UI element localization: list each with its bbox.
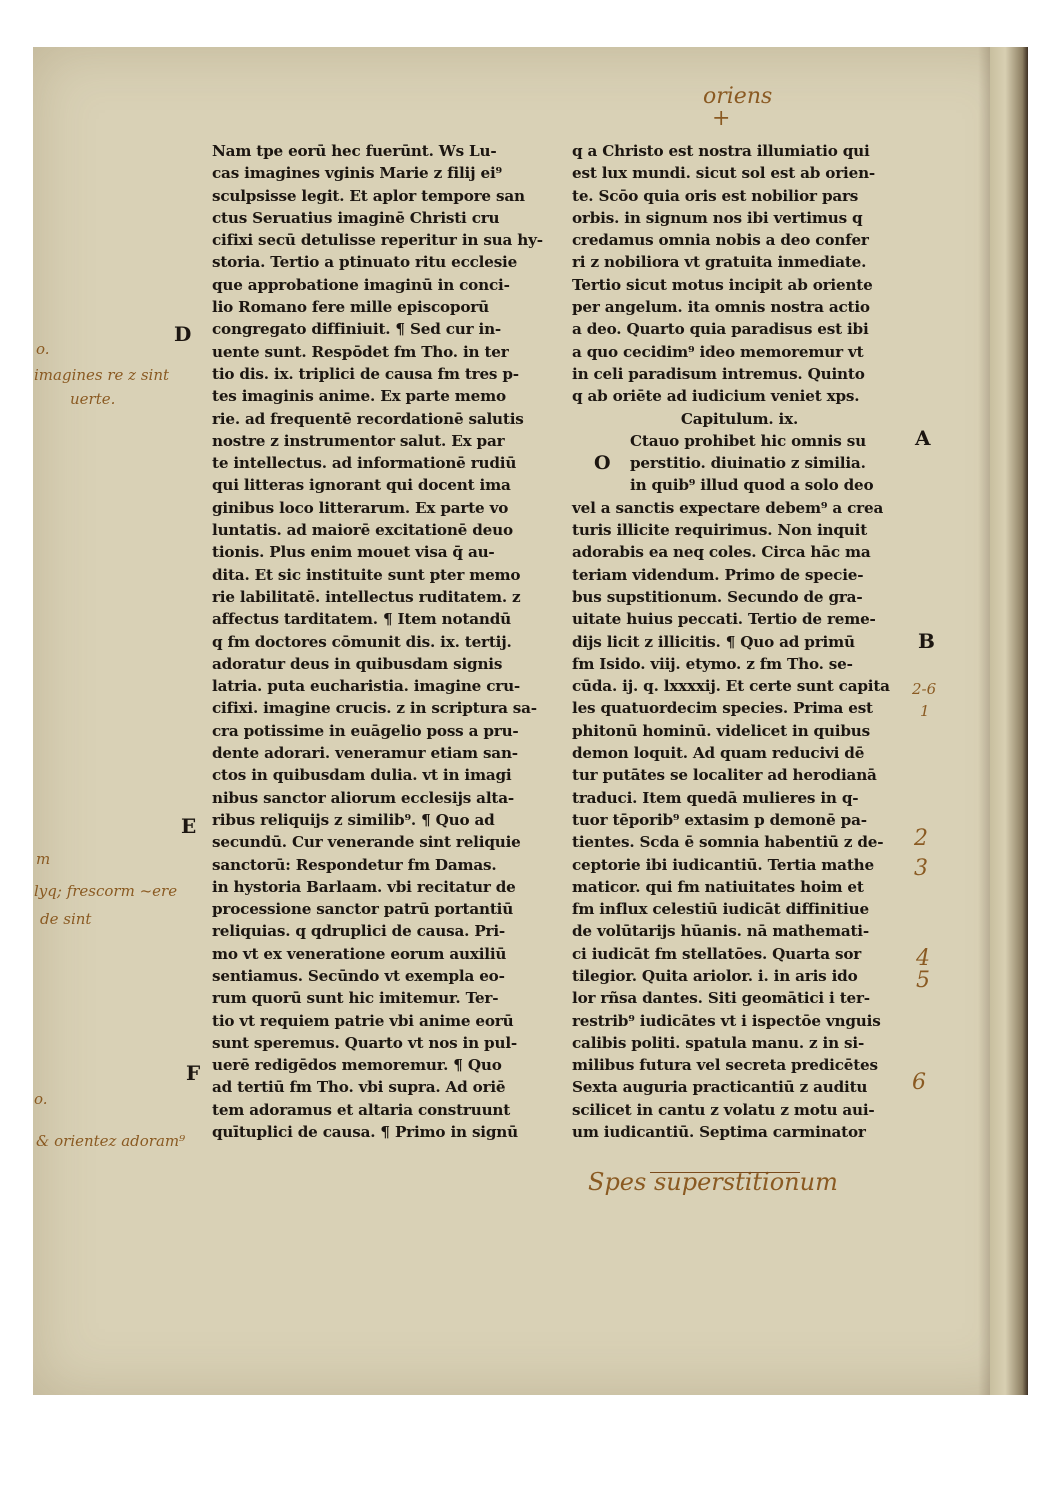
right-column-line: traduci. Item quedā mulieres in q- <box>572 788 859 807</box>
right-column-line: a deo. Quarto quia paradisus est ibi <box>572 320 869 339</box>
left-column-line: tio vt requiem patrie vbi anime eorū <box>212 1011 514 1030</box>
right-column-line: Tertio sicut motus incipit ab oriente <box>572 275 873 294</box>
left-column-line: te intellectus. ad informationē rudiū <box>212 454 517 473</box>
right-column-line: bus supstitionum. Secundo de gra- <box>572 587 863 606</box>
annotation-right-4: 3 <box>914 856 928 881</box>
right-column-line: de volūtarijs hūanis. nā mathemati- <box>572 922 869 941</box>
annotation-left-7: o. <box>34 1090 48 1108</box>
margin-letter-d: D <box>174 322 192 346</box>
margin-letter-a: A <box>915 426 931 450</box>
left-column-line: ctus Seruatius imaginē Christi cru <box>212 208 500 227</box>
right-column-line: q a Christo est nostra illumiatio qui <box>572 142 870 160</box>
margin-letter-b: B <box>918 629 935 653</box>
left-column-line: processione sanctor patrū portantiū <box>212 900 514 919</box>
left-column-line: luntatis. ad maiorē excitationē deuo <box>212 521 513 540</box>
left-column-line: in hystoria Barlaam. vbi recitatur de <box>212 877 516 896</box>
left-column-line: adoratur deus in quibusdam signis <box>212 654 503 673</box>
right-column-line: orbis. in signum nos ibi vertimus q <box>572 208 863 227</box>
right-column-line: fm Isido. viij. etymo. z fm Tho. se- <box>572 654 853 673</box>
right-column-line: fm influx celestiū iudicāt diffinitiue <box>572 900 869 919</box>
right-column-line: maticor. qui fm natiuitates hoim et <box>572 877 864 896</box>
right-column-line: credamus omnia nobis a deo confer <box>572 231 869 250</box>
left-column-line: cifixi. imagine crucis. z in scriptura sa- <box>212 699 537 718</box>
left-column-line: reliquias. q qdruplici de causa. Pri- <box>212 922 506 941</box>
left-column-line: tem adoramus et altaria construunt <box>212 1100 511 1119</box>
left-column-line: tio dis. ix. triplici de causa fm tres p- <box>212 364 519 383</box>
right-column-line: in celi paradisum intremus. Quinto <box>572 364 865 383</box>
annotation-right-1: 2-6 <box>912 680 937 698</box>
annotation-left-5: lyq; frescorm ~ere <box>34 882 178 900</box>
right-column-line: scilicet in cantu z volatu z motu aui- <box>572 1100 875 1119</box>
left-column-line: que approbatione imaginū in conci- <box>212 275 510 294</box>
left-column-line: uerē redigēdos memoremur. ¶ Quo <box>212 1056 502 1075</box>
left-column-line: cra potissime in euāgelio poss a pru- <box>212 721 519 740</box>
right-column-line: teriam videndum. Primo de specie- <box>572 565 864 584</box>
right-column-line: ceptorie ibi iudicantiū. Tertia mathe <box>572 855 874 874</box>
annotation-oriens: oriens <box>703 84 773 109</box>
annotation-left-3: uerte. <box>70 390 116 408</box>
right-column-line: ri z nobiliora vt gratuita inmediate. <box>572 253 867 272</box>
right-column-line: est lux mundi. sicut sol est ab orien- <box>572 164 876 183</box>
left-column-line: qui litteras ignorant qui docent ima <box>212 476 511 495</box>
right-column-line: calibis politi. spatula manu. z in si- <box>572 1033 865 1052</box>
left-column-line: storia. Tertio a ptinuato ritu ecclesie <box>212 253 518 272</box>
right-column-line: les quatuordecim species. Prima est <box>572 699 873 718</box>
right-column-line: q ab oriēte ad iudicium veniet xps. <box>572 387 860 406</box>
right-column-line: uitate huius peccati. Tertio de reme- <box>572 610 876 629</box>
right-column-line: tur putātes se localiter ad herodianā <box>572 766 877 785</box>
left-column-line: uente sunt. Respōdet fm Tho. in ter <box>212 342 509 361</box>
left-column-line: mo vt ex veneratione eorum auxiliū <box>212 944 507 963</box>
left-column-line: congregato diffiniuit. ¶ Sed cur in- <box>212 320 502 339</box>
annotation-right-6: 5 <box>916 968 930 993</box>
left-column-line: nibus sanctor aliorum ecclesijs alta- <box>212 788 514 807</box>
left-column-line: secundū. Cur venerande sint reliquie <box>212 833 521 852</box>
chapter-initial: O <box>594 452 611 474</box>
book-spine <box>990 47 1028 1395</box>
left-column-line: rie. ad frequentē recordationē salutis <box>212 409 524 428</box>
right-column-line: adorabis ea neq coles. Circa hāc ma <box>572 543 871 562</box>
left-column-line: nostre z instrumentor salut. Ex par <box>212 431 505 450</box>
right-column-line: tilegior. Quita ariolor. i. in aris ido <box>572 966 858 985</box>
margin-letter-f: F <box>186 1061 201 1085</box>
right-column-line: in quib⁹ illud quod a solo deo <box>630 476 874 495</box>
right-column-line: milibus futura vel secreta predicētes <box>572 1056 878 1075</box>
left-column-line: sculpsisse legit. Et aplor tempore san <box>212 186 525 205</box>
left-text-column <box>212 140 552 1143</box>
left-column-line: sentiamus. Secūndo vt exempla eo- <box>212 966 505 985</box>
margin-letter-e: E <box>181 814 197 838</box>
right-column-line: vel a sanctis expectare debem⁹ a crea <box>572 498 884 517</box>
annotation-right-7: 6 <box>912 1070 926 1095</box>
left-column-line: quītuplici de causa. ¶ Primo in signū <box>212 1123 518 1142</box>
annotation-left-4: m <box>36 850 51 868</box>
right-column-line: Capitulum. ix. <box>680 409 799 428</box>
right-column-line: tientes. Scda ē somnia habentiū z de- <box>572 833 884 852</box>
right-column-line: per angelum. ita omnis nostra actio <box>572 298 870 317</box>
annotation-right-2: 1 <box>920 702 930 720</box>
annotation-bottom-underline <box>650 1172 800 1173</box>
left-column-line: affectus tarditatem. ¶ Item notandū <box>212 610 511 629</box>
right-column-line: restrib⁹ iudicātes vt i ispectōe vnguis <box>572 1011 881 1030</box>
left-column-line: latria. puta eucharistia. imagine cru- <box>212 677 521 696</box>
left-column-line: cifixi secū detulisse reperitur in sua hy- <box>212 231 543 250</box>
left-column-line: Nam tpe eorū hec fuerūnt. Ws Lu- <box>212 142 497 160</box>
right-column-line: perstitio. diuinatio z similia. <box>630 454 866 473</box>
right-column-line: phitonū hominū. videlicet in quibus <box>572 721 870 740</box>
left-column-line: tes imaginis anime. Ex parte memo <box>212 387 506 406</box>
right-column-line: demon loquit. Ad quam reducivi dē <box>572 744 865 763</box>
right-column-line: cūda. ij. q. lxxxxij. Et certe sunt capita <box>572 677 890 696</box>
left-column-line: dita. Et sic instituite sunt pter memo <box>212 565 521 584</box>
right-column-line: Sexta auguria practicantiū z auditu <box>572 1078 868 1097</box>
annotation-left-1: o. <box>36 340 50 358</box>
right-column-line: tuor tēporib⁹ extasim p demonē pa- <box>572 810 867 829</box>
right-column-line: ci iudicāt fm stellatōes. Quarta sor <box>572 944 862 963</box>
left-column-line: ctos in quibusdam dulia. vt in imagi <box>212 766 512 785</box>
left-column-line: rie labilitatē. intellectus ruditatem. z <box>212 587 521 606</box>
annotation-left-8: & orientez adoram⁹ <box>36 1132 186 1150</box>
annotation-right-5: 4 <box>916 946 930 971</box>
right-text-column <box>572 140 907 1143</box>
left-column-line: sanctorū: Respondetur fm Damas. <box>212 855 497 874</box>
right-column-line: turis illicite requirimus. Non inquit <box>572 521 868 540</box>
annotation-left-2: imagines re z sint <box>34 366 170 384</box>
left-column-line: lio Romano fere mille episcoporū <box>212 298 489 317</box>
left-column-line: tionis. Plus enim mouet visa q̄ au- <box>212 543 495 562</box>
annotation-left-6: de sint <box>40 910 92 928</box>
annotation-right-3: 2 <box>914 826 928 851</box>
left-column-line: q fm doctores cōmunit dis. ix. tertij. <box>212 632 512 651</box>
right-column-line: dijs licit z illicitis. ¶ Quo ad primū <box>572 632 855 651</box>
right-column-line: um iudicantiū. Septima carminator <box>572 1123 866 1142</box>
left-column-line: ad tertiū fm Tho. vbi supra. Ad oriē <box>212 1078 506 1097</box>
left-column-line: ribus reliquijs z similib⁹. ¶ Quo ad <box>212 810 495 829</box>
right-column-line: Ctauo prohibet hic omnis su <box>630 431 866 450</box>
left-column-line: cas imagines vginis Marie z filij ei⁹ <box>212 164 502 183</box>
right-column-line: te. Scōo quia oris est nobilior pars <box>572 186 859 205</box>
left-column-line: sunt speremus. Quarto vt nos in pul- <box>212 1033 517 1052</box>
right-column-line: lor rñsa dantes. Siti geomātici i ter- <box>572 989 870 1008</box>
left-column-line: dente adorari. veneramur etiam san- <box>212 744 518 763</box>
left-column-line: rum quorū sunt hic imitemur. Ter- <box>212 989 499 1008</box>
annotation-cross-mark: + <box>712 106 731 131</box>
left-column-line: ginibus loco litterarum. Ex parte vo <box>212 498 509 517</box>
right-column-line: a quo cecidim⁹ ideo memoremur vt <box>572 342 864 361</box>
annotation-bottom: Spes superstitionum <box>588 1168 838 1196</box>
